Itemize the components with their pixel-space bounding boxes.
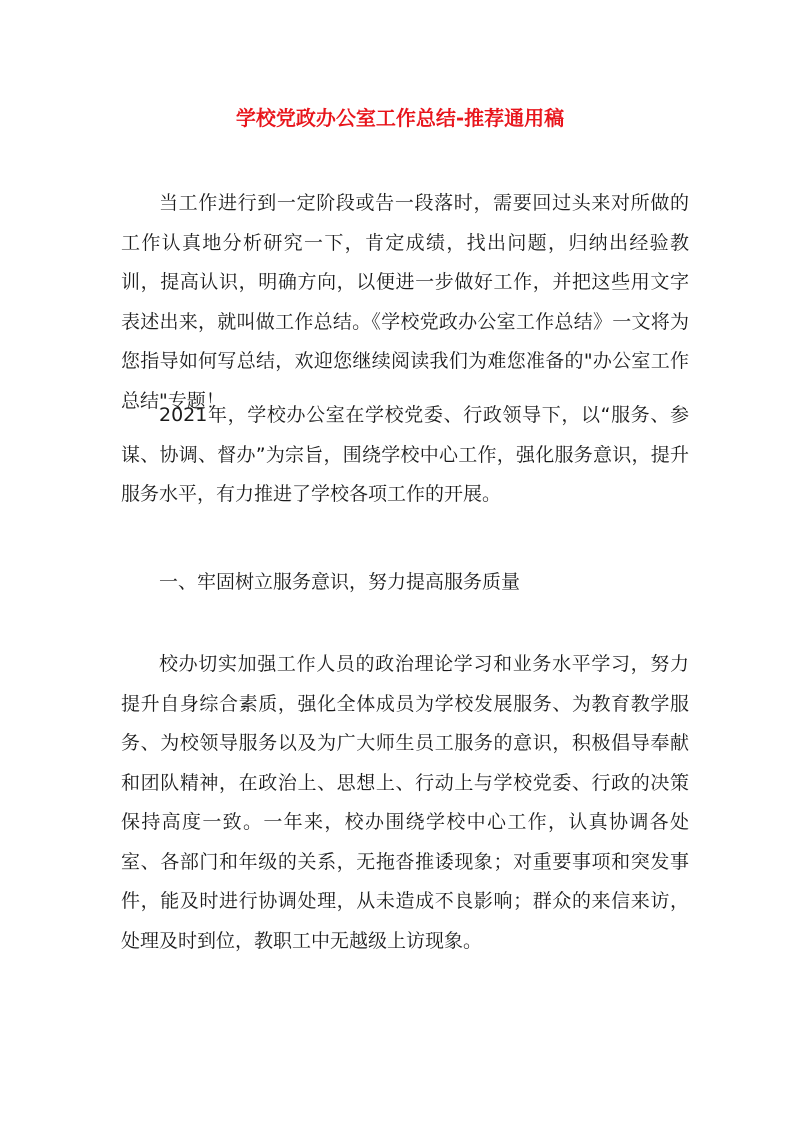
section-one-heading: 一、牢固树立服务意识，努力提高服务质量 (159, 571, 521, 593)
document-title: 学校党政办公室工作总结-推荐通用稿 (235, 106, 565, 130)
overview-paragraph: 2021年，学校办公室在学校党委、行政领导下，以“服务、参谋、协调、督办”为宗旨，围绕学校中心工作，强化服务意识，提升服务水平，有力推进了学校各项工作的开展。 (121, 404, 689, 505)
intro-paragraph: 当工作进行到一定阶段或告一段落时，需要回过头来对所做的工作认真地分析研究一下，肯定成绩，找出问题，归纳出经验教训，提高认识，明确方向，以便进一步做好工作，并把这些用文字表述出来，就叫做工作总结。《学校党政办公室工作总结》一文将为您指导如何写总结，欢迎您继续阅读我们为难您准备的"办公室工作总结"专题！ (121, 192, 689, 412)
section-one-paragraph: 校办切实加强工作人员的政治理论学习和业务水平学习，努力提升自身综合素质，强化全体成员为学校发展服务、为教育教学服务、为校领导服务以及为广大师生员工服务的意识，积极倡导奉献和团队精神，在政治上、思想上、行动上与学校党委、行政的决策保持高度一致。一年来，校办围绕学校中心工作，认真协调各处室、各部门和年级的关系，无拖沓推诿现象；对重要事项和突发事件，能及时进行协调处理，从未造成不良影响；群众的来信来访，处理及时到位，教职工中无越级上访现象。 (121, 653, 689, 952)
